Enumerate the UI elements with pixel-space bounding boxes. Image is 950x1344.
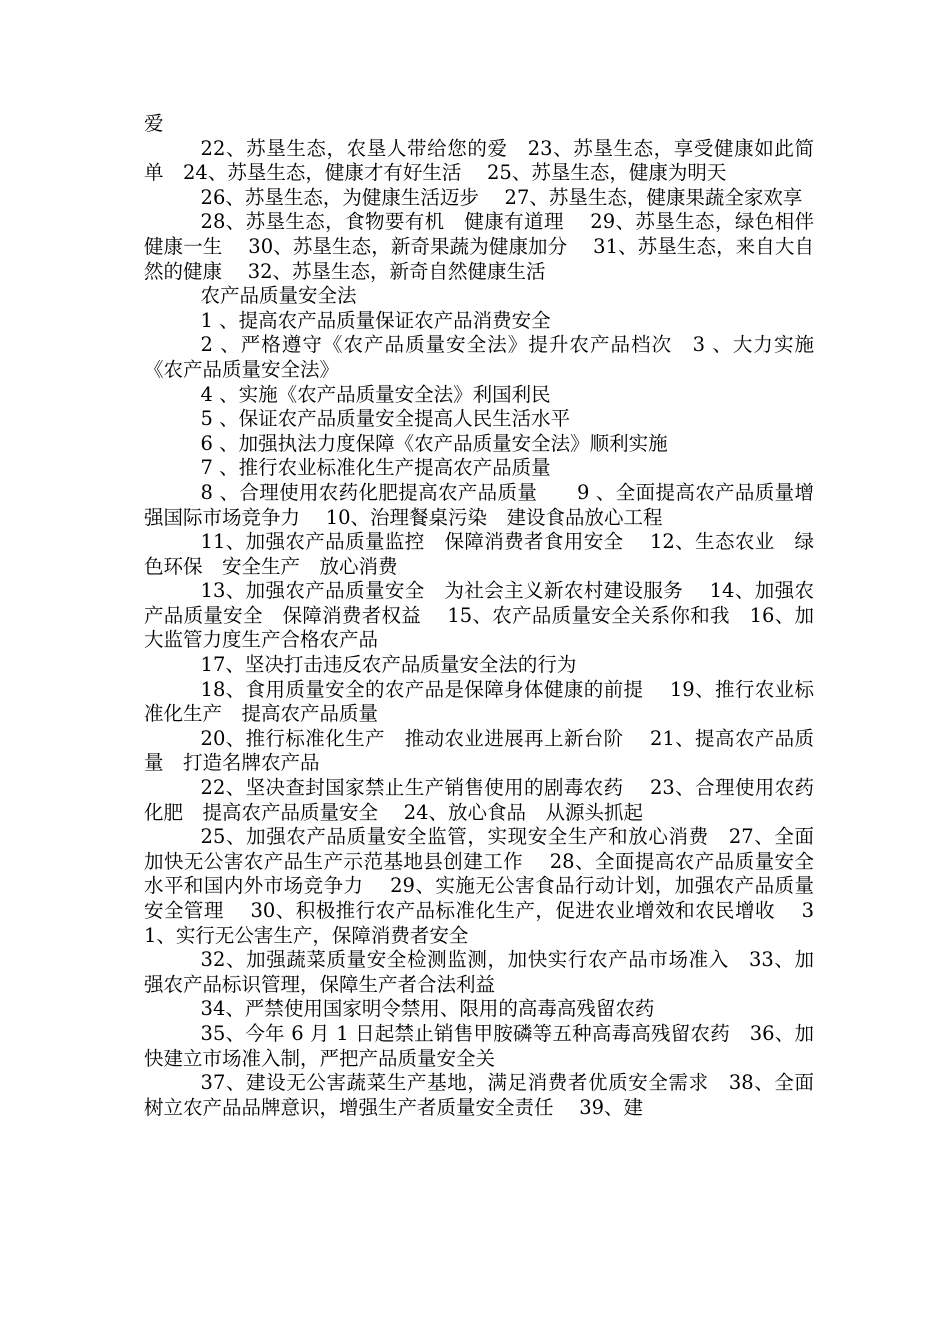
paragraph: 32、加强蔬菜质量安全检测监测，加快实行农产品市场准入 33、加强农产品标识管理，保障生产者合法利益 [144,948,814,996]
paragraph: 17、坚决打击违反农产品质量安全法的行为 [200,653,577,677]
document-body [144,112,834,1120]
paragraph: 爱 [144,112,164,135]
paragraph: 26、苏垦生态，为健康生活迈步 27、苏垦生态，健康果蔬全家欢享 [200,185,803,209]
paragraph: 22、坚决查封国家禁止生产销售使用的剧毒农药 23、合理使用农药化肥 提高农产品质量安全 24、放心食品 从源头抓起 [144,776,814,824]
paragraph: 18、食用质量安全的农产品是保障身体健康的前提 19、推行农业标准化生产 提高农产品质量 [144,677,814,726]
paragraph: 34、严禁使用国家明令禁用、限用的高毒高残留农药 [200,997,655,1021]
paragraph: 20、推行标准化生产 推动农业进展再上新台阶 21、提高农产品质量 打造名牌农产品 [144,726,814,775]
paragraph: 13、加强农产品质量安全 为社会主义新农村建设服务 14、加强农产品质量安全 保障消费者权益 15、农产品质量安全关系你和我 16、加大监管力度生产合格农产品 [144,579,814,652]
paragraph: 25、加强农产品质量安全监管，实现安全生产和放心消费 27、全面加快无公害农产品生产示范基地县创建工作 28、全面提高农产品质量安全水平和国内外市场竞争力 29、实施无公害食品行动计划，加强农产品质量安全管理 30、积极推行农产品标准化生产，促进农业增效和农民增收 31、实行无公害生产，保障消费者安全 [144,825,814,947]
paragraph: 22、苏垦生态，农垦人带给您的爱 23、苏垦生态，享受健康如此简单 24、苏垦生态，健康才有好生活 25、苏垦生态，健康为明天 [144,136,814,185]
paragraph: 8 、合理使用农药化肥提高农产品质量 9 、全面提高农产品质量增强国际市场竞争力 10、治理餐桌污染 建设食品放心工程 [144,480,814,529]
paragraph: 35、今年 6 月 1 日起禁止销售甲胺磷等五种高毒高残留农药 36、加快建立市场准入制，严把产品质量安全关 [144,1021,814,1070]
paragraph: 37、建设无公害蔬菜生产基地，满足消费者优质安全需求 38、全面树立农产品品牌意识，增强生产者质量安全责任 39、建 [144,1071,814,1119]
paragraph: 5 、保证农产品质量安全提高人民生活水平 [200,407,571,431]
paragraph: 6 、加强执法力度保障《农产品质量安全法》顺利实施 [200,431,668,455]
paragraph: 11、加强农产品质量监控 保障消费者食用安全 12、生态农业 绿色环保 安全生产 放心消费 [144,530,814,578]
paragraph: 28、苏垦生态，食物要有机 健康有道理 29、苏垦生态，绿色相伴 健康一生 30、苏垦生态，新奇果蔬为健康加分 31、苏垦生态，来自大自然的健康 32、苏垦生态，新奇自然健康生活 [144,210,834,283]
section-heading: 农产品质量安全法 [200,284,357,308]
paragraph: 2 、严格遵守《农产品质量安全法》提升农产品档次 3 、大力实施《农产品质量安全法》 [144,333,814,381]
paragraph: 1 、提高农产品质量保证农产品消费安全 [200,308,551,332]
paragraph: 4 、实施《农产品质量安全法》利国利民 [200,382,551,406]
paragraph: 7 、推行农业标准化生产提高农产品质量 [200,456,551,480]
